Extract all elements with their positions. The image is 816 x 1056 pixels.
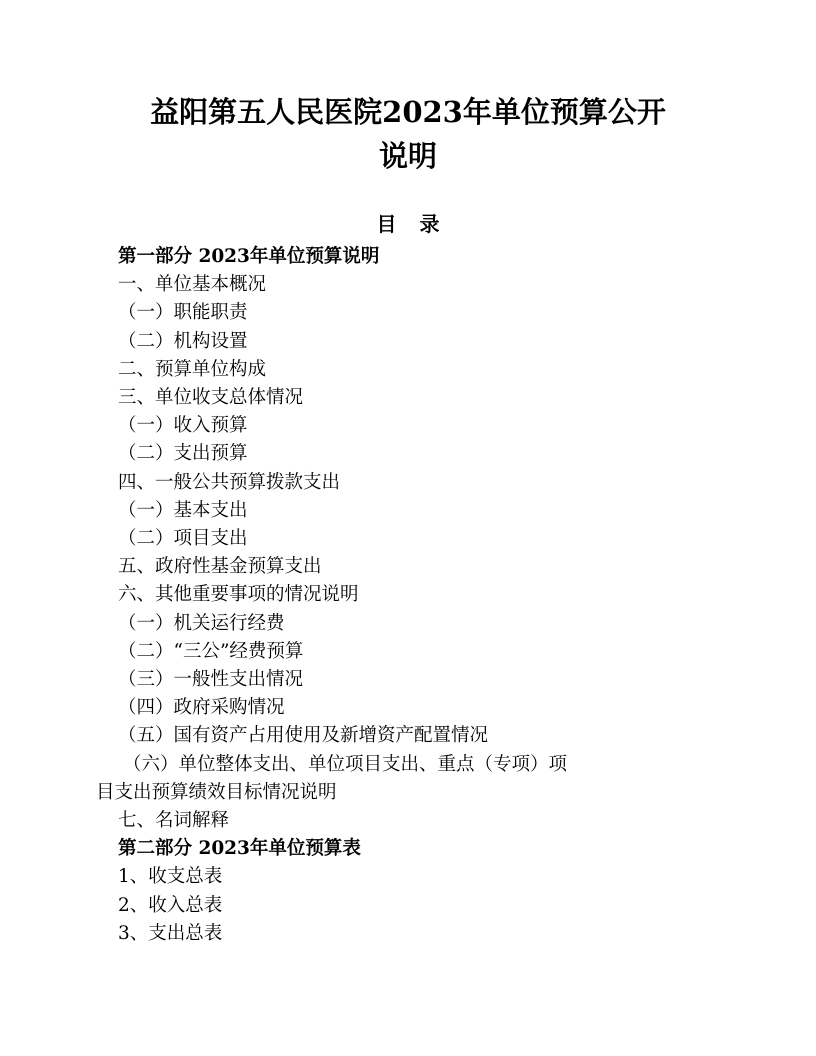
toc-entry: 六、其他重要事项的情况说明: [118, 584, 359, 606]
page-title-line-1: 益阳第五人民医院2023年单位预算公开: [150, 95, 666, 129]
toc-entry-continuation: 目支出预算绩效目标情况说明: [96, 781, 337, 803]
toc-entry: 一、单位基本概况: [118, 274, 267, 296]
toc-entry: 三、单位收支总体情况: [118, 387, 304, 409]
toc-entry: （一）收入预算: [118, 415, 248, 437]
toc-heading: 目 录: [376, 212, 448, 236]
table-of-contents: [96, 243, 720, 948]
toc-entry: 第一部分 2023年单位预算说明: [118, 246, 380, 267]
toc-entry: 2、收入总表: [118, 894, 223, 916]
toc-entry: 1、收支总表: [118, 866, 223, 888]
toc-entry: （一）机关运行经费: [118, 612, 285, 634]
toc-entry: （五）国有资产占用使用及新增资产配置情况: [118, 725, 489, 747]
toc-entry: （二）“三公”经费预算: [118, 640, 304, 662]
toc-entry: （一）职能职责: [118, 302, 248, 324]
toc-entry: 二、预算单位构成: [118, 358, 267, 380]
toc-entry: （三）一般性支出情况: [118, 669, 304, 691]
toc-entry: 四、一般公共预算拨款支出: [118, 471, 341, 493]
toc-entry: （四）政府采购情况: [118, 697, 285, 719]
toc-entry: 第二部分 2023年单位预算表: [118, 838, 361, 860]
toc-entry: 七、名词解释: [118, 810, 230, 832]
toc-entry: （六）单位整体支出、单位项目支出、重点（专项）项: [123, 753, 568, 775]
toc-entry: （二）项目支出: [118, 528, 248, 550]
page-title: [122, 90, 694, 178]
toc-entry: （二）机构设置: [118, 330, 248, 352]
toc-entry: （一）基本支出: [118, 499, 248, 521]
toc-entry: （二）支出预算: [118, 443, 248, 465]
page-title-line-2: 说明: [378, 139, 437, 173]
toc-entry: 3、支出总表: [118, 922, 223, 944]
toc-entry: 五、政府性基金预算支出: [118, 556, 322, 578]
